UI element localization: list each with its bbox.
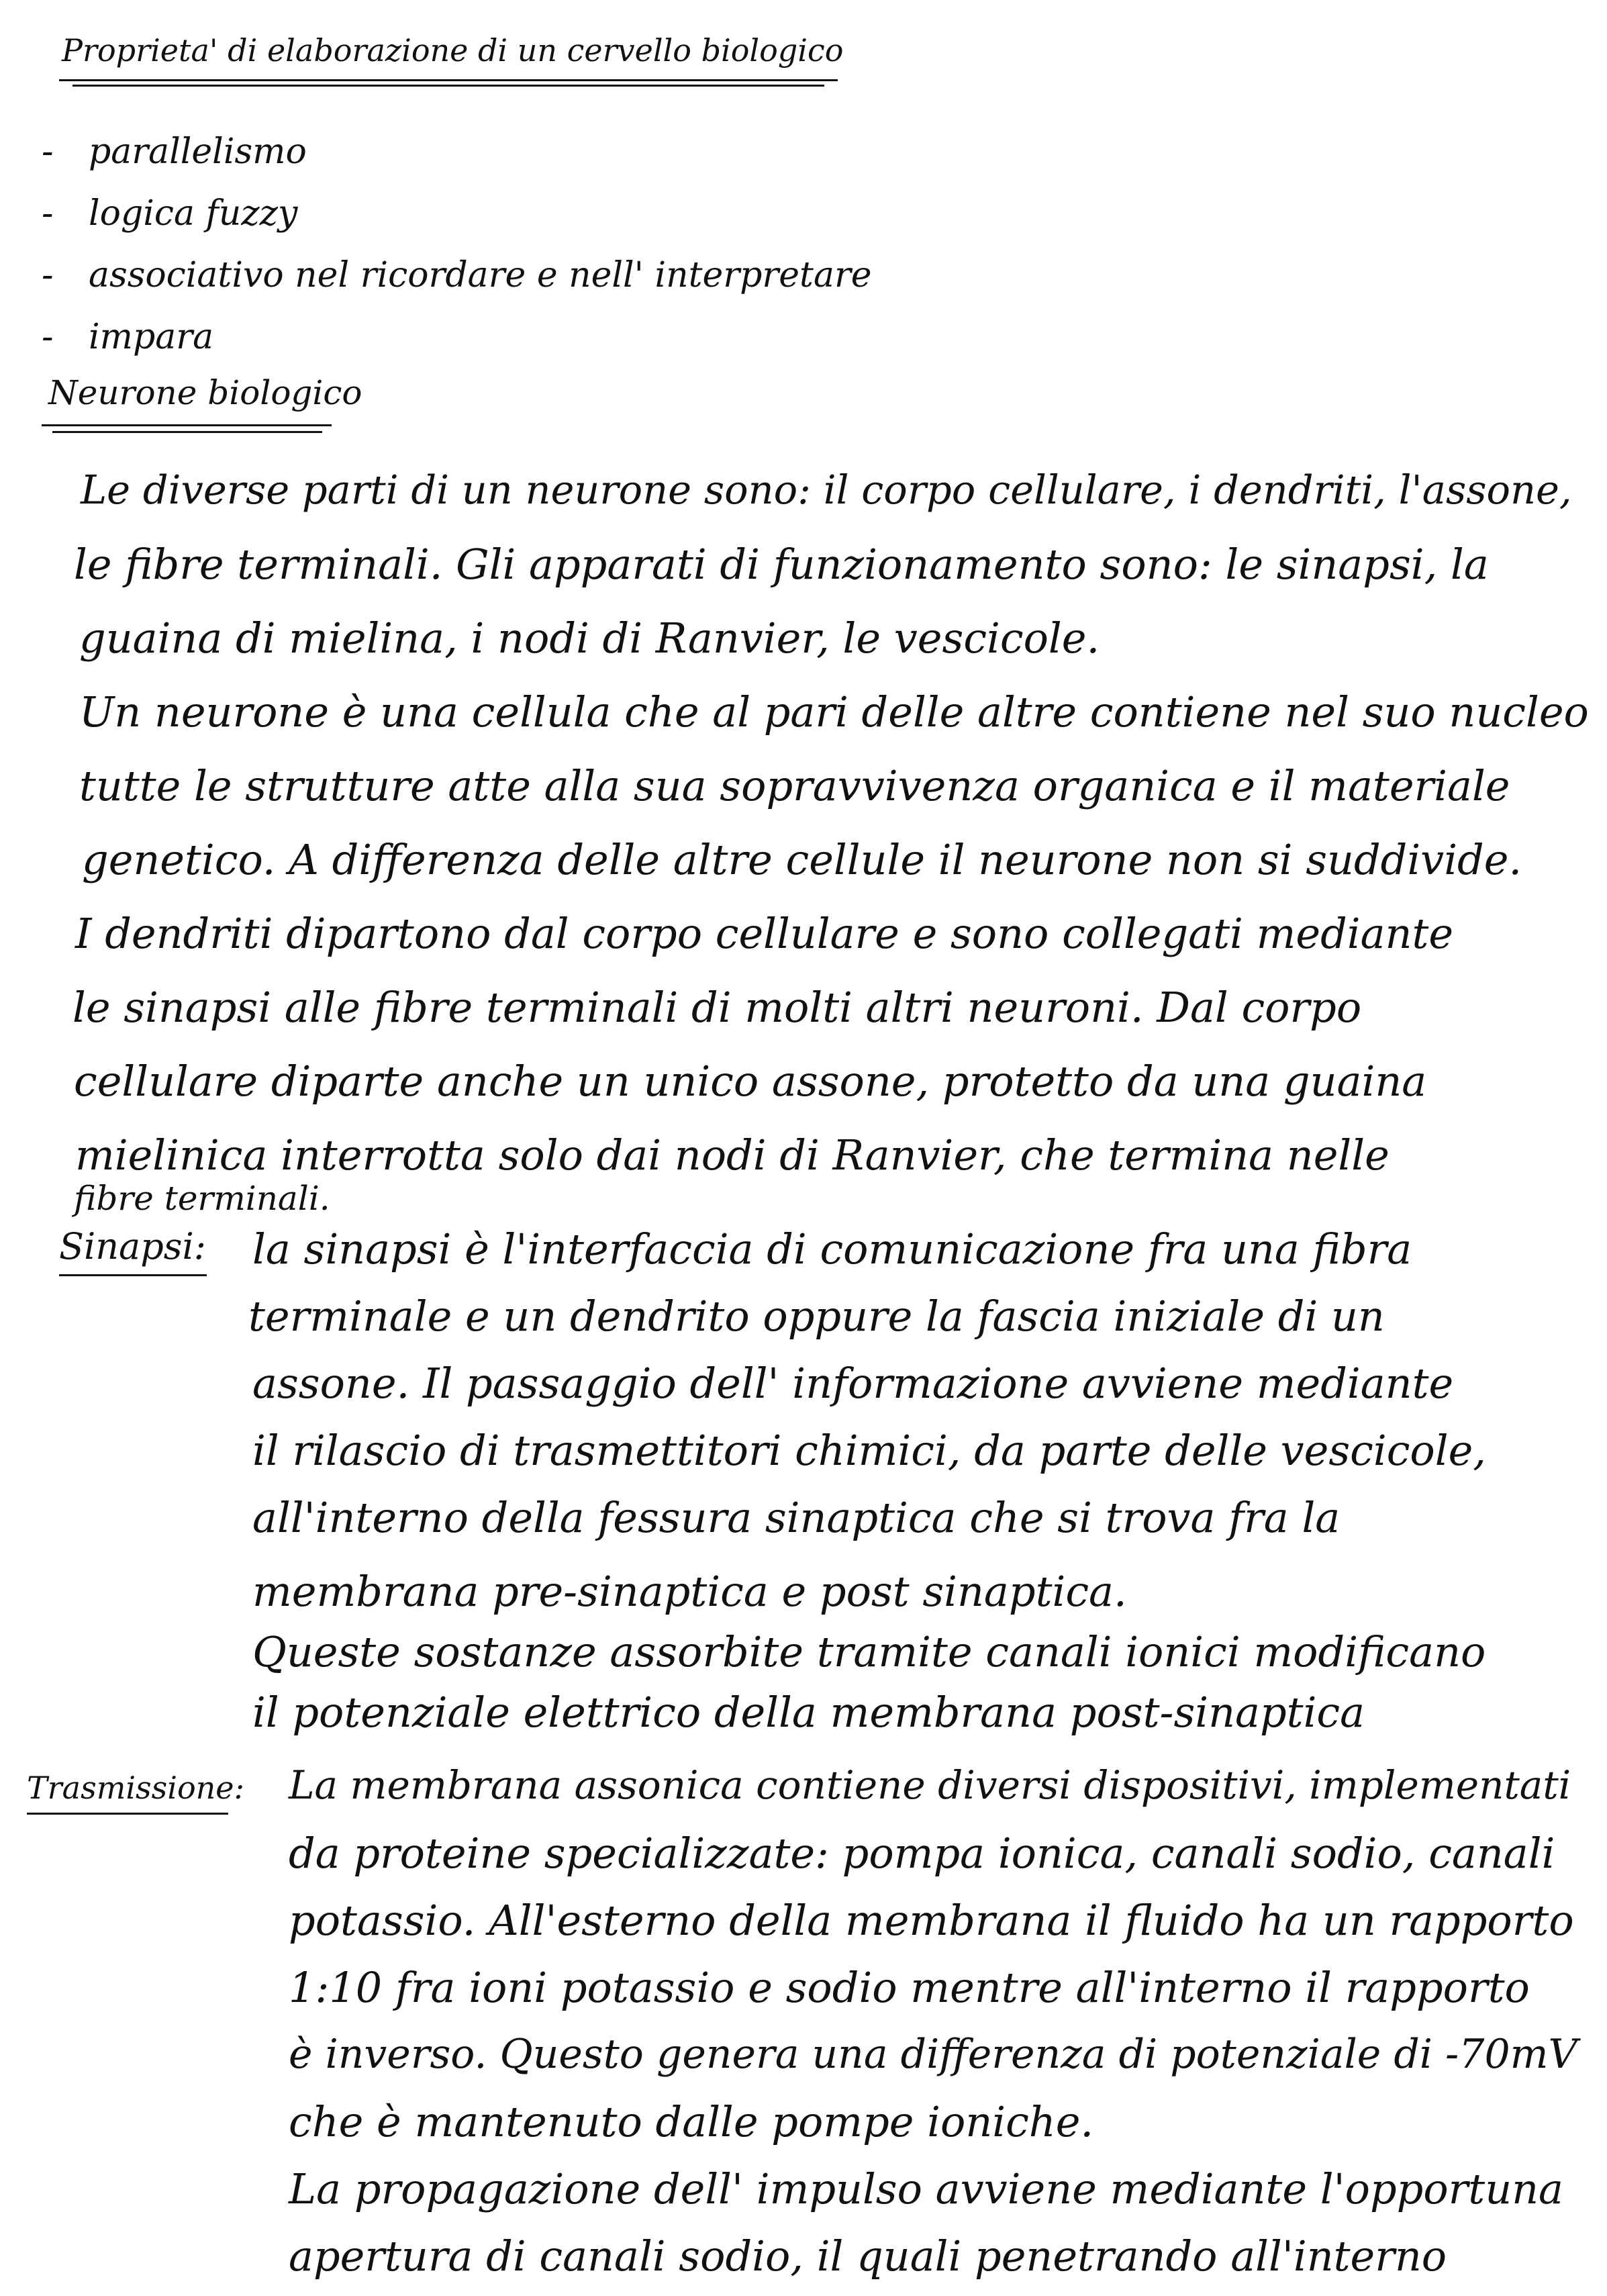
sinapsi-label-underline [59, 1274, 207, 1276]
bullet-dash: - [42, 317, 54, 357]
paragraph-line: I dendriti dipartono dal corpo cellulare e sono collegati mediante [75, 909, 1454, 958]
list-item-text: parallelismo [89, 132, 307, 172]
paragraph-line: le sinapsi alle fibre terminali di molti altri neuroni. Dal corpo [72, 983, 1362, 1032]
heading-properties-underline-second [72, 85, 824, 87]
paragraph-line: Le diverse parti di un neurone sono: il corpo cellulare, i dendriti, l'assone, [81, 467, 1572, 513]
paragraph-line: guaina di mielina, i nodi di Ranvier, le vescicole. [79, 614, 1100, 663]
trasmissione-line: apertura di canali sodio, il quali penetrando all'interno [289, 2232, 1447, 2281]
paragraph-line: genetico. A differenza delle altre cellule il neurone non si suddivide. [82, 835, 1522, 884]
list-item-text: associativo nel ricordare e nell' interpretare [89, 255, 872, 295]
bullet-dash: - [42, 193, 54, 234]
trasmissione-line: è inverso. Questo genera una differenza di potenziale di -70mV [289, 2031, 1577, 2078]
trasmissione-line: potassio. All'esterno della membrana il fluido ha un rapporto [289, 1896, 1574, 1945]
paragraph-line: Un neurone è una cellula che al pari delle altre contiene nel suo nucleo [79, 687, 1589, 736]
heading-neurone-underline [42, 424, 332, 426]
paragraph-line: le fibre terminali. Gli apparati di funzionamento sono: le sinapsi, la [74, 540, 1489, 589]
list-item [42, 244, 872, 306]
trasmissione-line: La membrana assonica contiene diversi dispositivi, implementati [289, 1762, 1571, 1808]
sinapsi-line: assone. Il passaggio dell' informazione avviene mediante [252, 1359, 1454, 1408]
paragraph-line: tutte le strutture atte alla sua sopravvivenza organica e il materiale [79, 761, 1510, 810]
properties-list [42, 121, 872, 368]
sinapsi-line: terminale e un dendrito oppure la fascia iniziale di un [248, 1292, 1385, 1341]
sinapsi-line: all'interno della fessura sinaptica che si trova fra la [252, 1493, 1341, 1542]
heading-neurone: Neurone biologico [48, 373, 362, 412]
paragraph-line: mielinica interrotta solo dai nodi di Ranvier, che termina nelle [75, 1131, 1390, 1180]
heading-neurone-underline-second [52, 431, 322, 433]
trasmissione-line: La propagazione dell' impulso avviene mediante l'opportuna [289, 2164, 1564, 2213]
bullet-dash: - [42, 255, 54, 295]
trasmissione-label: Trasmissione: [27, 1770, 244, 1806]
bullet-dash: - [42, 132, 54, 172]
sinapsi-line: il rilascio di trasmettitori chimici, da parte delle vescicole, [252, 1426, 1486, 1475]
sinapsi-label: Sinapsi: [59, 1225, 206, 1267]
paragraph-line: cellulare diparte anche un unico assone, protetto da una guaina [74, 1057, 1427, 1106]
list-item [42, 306, 872, 368]
sinapsi-line: il potenziale elettrico della membrana post-sinaptica [252, 1688, 1365, 1737]
sinapsi-line: la sinapsi è l'interfaccia di comunicazione fra una fibra [252, 1225, 1412, 1274]
sinapsi-line: Queste sostanze assorbite tramite canali ionici modificano [252, 1627, 1486, 1676]
list-item-text: impara [89, 317, 214, 357]
paragraph-line: fibre terminali. [74, 1179, 330, 1218]
heading-properties-underline [59, 79, 838, 81]
sinapsi-line: membrana pre-sinaptica e post sinaptica. [252, 1567, 1127, 1616]
list-item [42, 183, 872, 244]
list-item-text: logica fuzzy [89, 193, 298, 234]
heading-properties: Proprieta' di elaborazione di un cervello biologico [62, 32, 844, 68]
list-item [42, 121, 872, 183]
trasmissione-line: che è mantenuto dalle pompe ioniche. [289, 2097, 1094, 2146]
trasmissione-label-underline [27, 1813, 228, 1815]
trasmissione-line: da proteine specializzate: pompa ionica, canali sodio, canali [289, 1829, 1555, 1878]
trasmissione-line: 1:10 fra ioni potassio e sodio mentre all'interno il rapporto [289, 1963, 1530, 2012]
